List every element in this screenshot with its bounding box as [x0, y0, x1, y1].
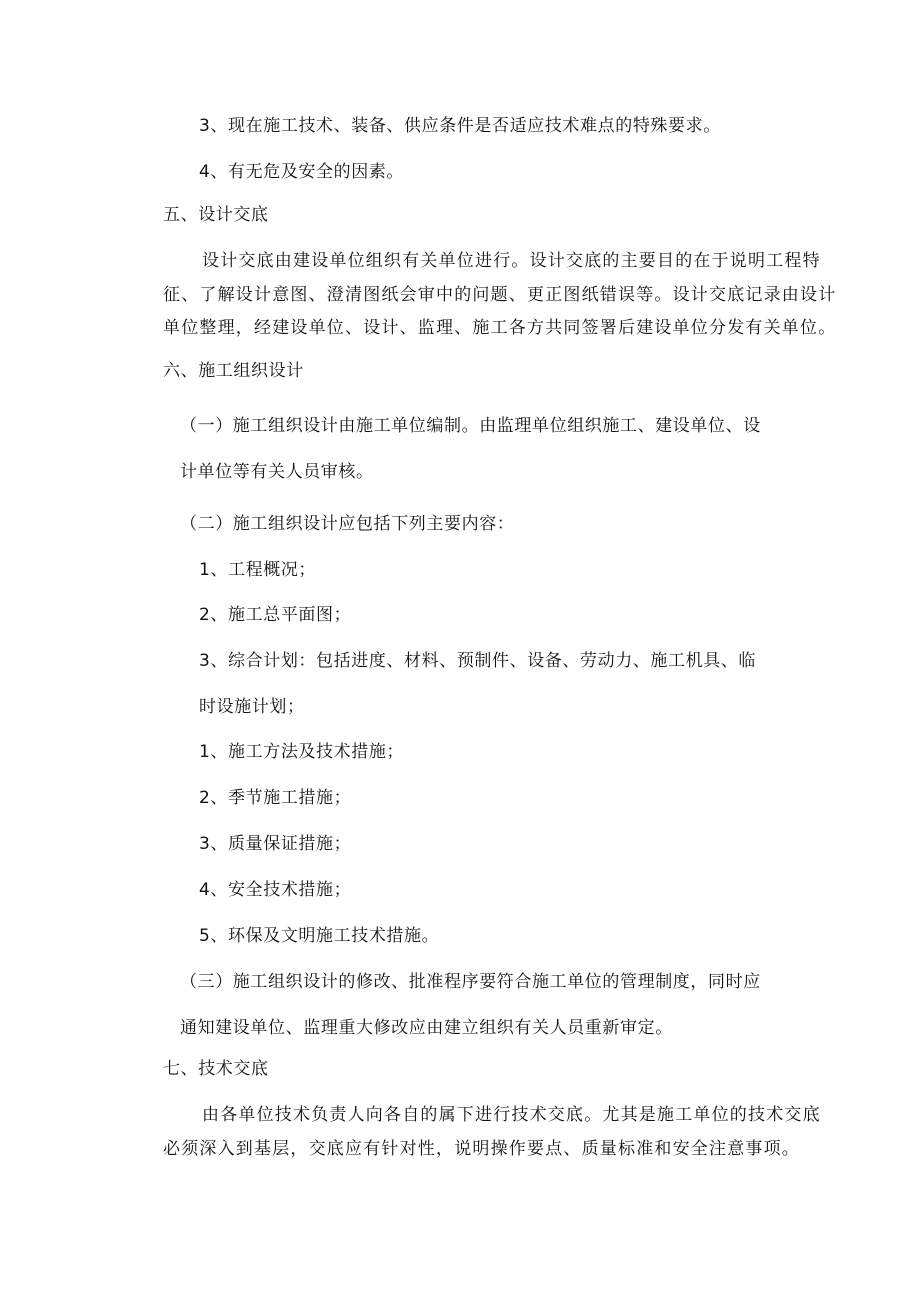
paragraph-line: 单位整理，经建设单位、设计、监理、施工各方共同签署后建设单位分发有关单位。 — [163, 318, 837, 338]
list-item: 1、工程概况； — [199, 560, 317, 580]
list-item: 3、综合计划：包括进度、材料、预制件、设备、劳动力、施工机具、临 — [199, 651, 757, 671]
section-heading: 五、设计交底 — [163, 205, 269, 225]
paragraph-line: 通知建设单位、监理重大修改应由建立组织有关人员重新审定。 — [180, 1018, 673, 1038]
paragraph-line: 必须深入到基层，交底应有针对性，说明操作要点、质量标准和安全注意事项。 — [163, 1139, 800, 1159]
paragraph-line: （三）施工组织设计的修改、批准程序要符合施工单位的管理制度，同时应 — [180, 972, 761, 992]
paragraph-line: （二）施工组织设计应包括下列主要内容： — [180, 514, 515, 534]
paragraph-line: 设计交底由建设单位组织有关单位进行。设计交底的主要目的在于说明工程特 — [202, 251, 821, 271]
paragraph-line: 由各单位技术负责人向各自的属下进行技术交底。尤其是施工单位的技术交底 — [202, 1105, 821, 1125]
list-item: 2、季节施工措施； — [199, 788, 352, 808]
list-item: 5、环保及文明施工技术措施。 — [199, 926, 440, 946]
paragraph-line: 征、了解设计意图、澄清图纸会审中的问题、更正图纸错误等。设计交底记录由设计 — [163, 285, 837, 305]
section-heading: 七、技术交底 — [163, 1059, 269, 1079]
section-heading: 六、施工组织设计 — [163, 361, 304, 381]
paragraph-line: （一）施工组织设计由施工单位编制。由监理单位组织施工、建设单位、设 — [180, 416, 761, 436]
list-item: 3、质量保证措施； — [199, 834, 352, 854]
list-item: 时设施计划； — [199, 697, 305, 717]
list-item: 3、现在施工技术、装备、供应条件是否适应技术难点的特殊要求。 — [199, 116, 721, 136]
list-item: 4、有无危及安全的因素。 — [199, 162, 405, 182]
list-item: 2、施工总平面图； — [199, 605, 352, 625]
list-item: 4、安全技术措施； — [199, 880, 352, 900]
list-item: 1、施工方法及技术措施； — [199, 742, 405, 762]
paragraph-line: 计单位等有关人员审核。 — [180, 462, 374, 482]
